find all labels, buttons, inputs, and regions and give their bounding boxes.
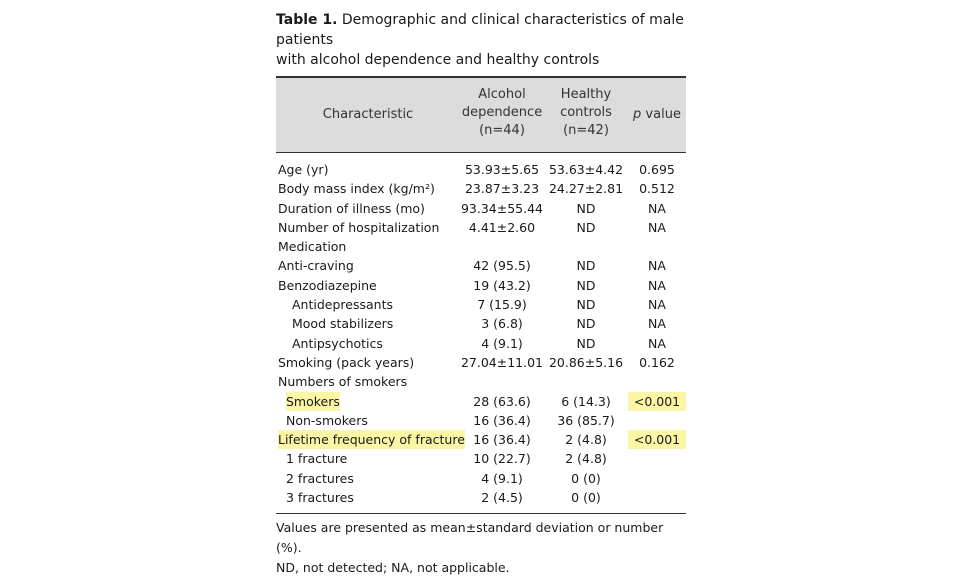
row-label: Number of hospitalization [278, 219, 440, 235]
table-row [276, 256, 686, 275]
table-header [276, 78, 686, 152]
cell-healthy: ND [576, 297, 596, 313]
table-row [276, 334, 686, 353]
header-p-italic: p [633, 107, 642, 122]
row-label: Age (yr) [278, 162, 329, 177]
header-p-rest: value [641, 107, 681, 122]
cell-p-value: 0.695 [639, 162, 675, 177]
cell-p-value: NA [648, 335, 666, 351]
header-alcohol-line2: dependence [461, 105, 543, 120]
row-label: Benzodiazepine [278, 277, 377, 293]
cell-healthy: 0 (0) [571, 490, 601, 506]
row-label-highlighted: Smokers [286, 392, 340, 411]
header-healthy-n: (n=42) [563, 123, 609, 138]
cell-alcohol: 4.41±2.60 [468, 219, 536, 235]
header-alcohol-line1: Alcohol [478, 87, 526, 102]
cell-alcohol: 3 (6.8) [481, 316, 523, 332]
cell-alcohol: 10 (22.7) [473, 451, 531, 467]
cell-healthy: ND [576, 258, 596, 274]
cell-p-value: NA [648, 200, 666, 216]
table-row [276, 276, 686, 295]
cell-p-value: NA [648, 219, 666, 235]
table-row [276, 218, 686, 237]
table-row [276, 449, 686, 468]
cell-p-value: 0.162 [639, 354, 675, 370]
table-row [276, 179, 686, 198]
table-row [276, 488, 686, 507]
cell-alcohol: 4 (9.1) [481, 470, 523, 486]
cell-p-value: NA [648, 316, 666, 332]
row-label: Medication [278, 239, 347, 255]
row-label: 3 fractures [286, 490, 354, 506]
cell-healthy: 2 (4.8) [565, 432, 607, 448]
table-row [276, 314, 686, 333]
cell-p-value: NA [648, 277, 666, 293]
table-row [276, 469, 686, 488]
table-body [276, 153, 686, 513]
cell-healthy: 6 (14.3) [561, 393, 611, 409]
row-label: 2 fractures [286, 470, 354, 486]
cell-p-value: 0.512 [639, 181, 675, 197]
row-label: Non-smokers [286, 412, 368, 428]
table-row [276, 295, 686, 314]
table-row [276, 237, 686, 256]
row-label: Smoking (pack years) [278, 354, 415, 370]
table-title [276, 10, 686, 70]
row-label: Anti-craving [278, 258, 354, 274]
table-row [276, 353, 686, 372]
cell-alcohol: 4 (9.1) [481, 335, 523, 351]
cell-healthy: 24.27±2.81 [548, 181, 624, 197]
table-title-line2: with alcohol dependence and healthy controls [276, 52, 600, 68]
row-label: Antipsychotics [292, 335, 383, 351]
footnote-abbreviations: ND, not detected; NA, not applicable. [276, 560, 510, 576]
cell-p-value: NA [648, 297, 666, 313]
cell-alcohol: 27.04±11.01 [460, 354, 544, 370]
cell-healthy: ND [576, 200, 596, 216]
header-healthy-controls [544, 86, 628, 140]
row-label: Numbers of smokers [278, 374, 408, 390]
cell-healthy: ND [576, 316, 596, 332]
cell-alcohol: 16 (36.4) [473, 432, 531, 448]
cell-alcohol: 28 (63.6) [473, 393, 531, 409]
cell-p-value-highlighted: <0.001 [628, 430, 686, 449]
cell-alcohol: 53.93±5.65 [464, 162, 540, 177]
footnote-values: Values are presented as mean±standard deviation or number (%). [276, 520, 664, 556]
bottom-rule [276, 513, 686, 514]
cell-healthy: ND [576, 277, 596, 293]
cell-healthy: ND [576, 335, 596, 351]
row-label: Duration of illness (mo) [278, 200, 425, 216]
cell-alcohol: 19 (43.2) [473, 277, 531, 293]
table-title-text: Demographic and clinical characteristics of male patients [276, 12, 684, 48]
cell-healthy: 2 (4.8) [565, 451, 607, 467]
table-footnotes [276, 518, 686, 578]
cell-alcohol: 93.34±55.44 [460, 200, 544, 216]
cell-healthy: 53.63±4.42 [548, 162, 624, 177]
cell-p-value: NA [648, 258, 666, 274]
header-alcohol-n: (n=44) [479, 123, 525, 138]
row-label-highlighted: Lifetime frequency of fracture [278, 430, 465, 449]
header-characteristic: Characteristic [322, 107, 414, 122]
header-alcohol-dependence [460, 86, 544, 140]
table-row [276, 199, 686, 218]
cell-alcohol: 23.87±3.23 [464, 181, 540, 197]
row-label: Antidepressants [292, 297, 393, 313]
row-label: Body mass index (kg/m²) [278, 181, 435, 197]
cell-healthy: 20.86±5.16 [548, 354, 624, 370]
header-healthy-line2: controls [560, 105, 612, 120]
cell-alcohol: 2 (4.5) [481, 490, 523, 506]
header-healthy-line1: Healthy [560, 87, 612, 102]
table-row [276, 372, 686, 391]
table-row [276, 430, 686, 449]
cell-p-value-highlighted: <0.001 [628, 392, 686, 411]
row-label: 1 fracture [286, 451, 348, 467]
table-row [276, 411, 686, 430]
table-row [276, 160, 686, 179]
cell-healthy: 36 (85.7) [557, 412, 615, 428]
table-row [276, 392, 686, 411]
cell-healthy: ND [576, 219, 596, 235]
cell-alcohol: 16 (36.4) [473, 412, 531, 428]
header-p-value [628, 106, 686, 124]
cell-alcohol: 42 (95.5) [473, 258, 531, 274]
row-label: Mood stabilizers [292, 316, 394, 332]
table-number: Table 1. [276, 12, 338, 28]
table-document [276, 10, 686, 578]
cell-alcohol: 7 (15.9) [477, 297, 527, 313]
cell-healthy: 0 (0) [571, 470, 601, 486]
